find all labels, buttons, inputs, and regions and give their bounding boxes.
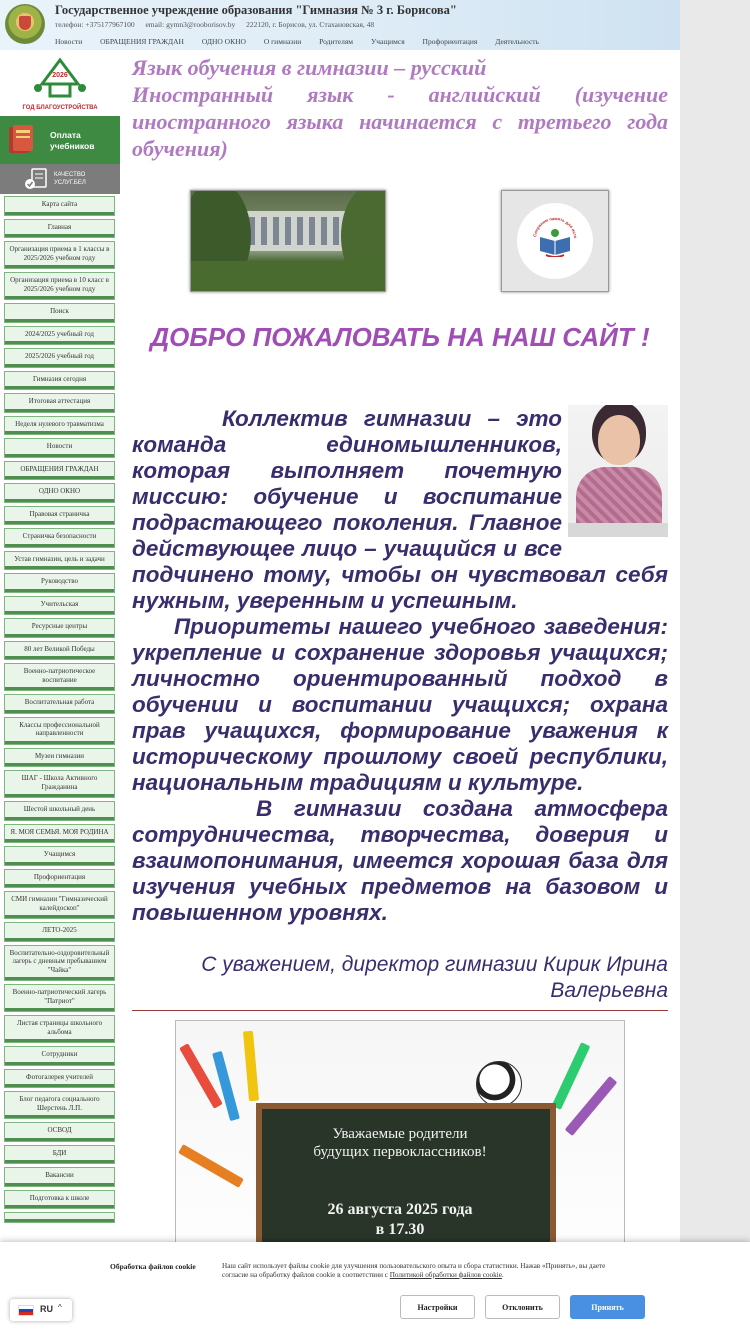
sidebar-menu-item[interactable]: ОБРАЩЕНИЯ ГРАЖДАН	[4, 461, 115, 481]
poster-greeting-line2: будущих первоклассников!	[313, 1144, 487, 1160]
sidebar-menu-item[interactable]: Подготовка к школе	[4, 1190, 115, 1210]
open-book-icon	[532, 217, 578, 257]
state-emblem-icon	[5, 4, 45, 44]
sidebar-menu-item[interactable]: Листая страницы школьного альбома	[4, 1015, 115, 1043]
mission-paragraph-1: Коллектив гимназии – это команда единомышленников, которая выполняет почетную миссию: обучение и воспитание подрастающего поколения. Главное действующее лицо – учащийся и все подчинено тому, чтобы он чувствовал себя нужным, уверенным и успешным.	[132, 406, 668, 613]
phone-text: телефон: +375177967100	[55, 20, 135, 29]
org-title: Государственное учреждение образования "Гимназия № 3 г. Борисова"	[55, 3, 457, 17]
poster-date: 26 августа 2025 года	[327, 1201, 473, 1218]
lawn-shape	[191, 261, 385, 291]
sidebar-menu-item[interactable]: Учащимся	[4, 846, 115, 866]
sidebar-menu-item[interactable]: Организация приема в 10 класс в 2025/2026 учебном году	[4, 272, 115, 300]
sidebar-menu-item[interactable]: Классы профессиональной направленности	[4, 717, 115, 745]
site-header	[0, 0, 680, 50]
year-of-improvement-banner[interactable]	[0, 50, 120, 116]
pencil-shape	[212, 1051, 240, 1121]
top-navigation	[55, 37, 555, 46]
portrait-body	[576, 467, 662, 529]
textbook-label-line2: учебников	[50, 141, 95, 151]
nav-career[interactable]: Профориентация	[422, 37, 478, 46]
nav-parents[interactable]: Родителям	[319, 37, 354, 46]
sidebar-menu-item[interactable]: Правовая страничка	[4, 506, 115, 526]
sidebar-menu-item[interactable]: Гимназия сегодня	[4, 371, 115, 391]
russia-flag-icon	[18, 1305, 34, 1316]
year-caption: ГОД БЛАГОУСТРОЙСТВА	[22, 105, 98, 111]
cookie-banner	[0, 1242, 750, 1334]
sidebar-menu-item[interactable]: БДИ	[4, 1145, 115, 1165]
sidebar-menu-item[interactable]: Неделя нулевого травматизма	[4, 416, 115, 436]
nav-news[interactable]: Новости	[55, 37, 83, 46]
left-column	[0, 50, 120, 1334]
sidebar-menu-item[interactable]: Устав гимназии, цель и задачи	[4, 551, 115, 571]
sidebar-menu-item[interactable]: Главная	[4, 219, 115, 239]
year-logo-icon	[32, 54, 88, 100]
nav-activity[interactable]: Деятельность	[495, 37, 539, 46]
director-signature: С уважением, директор гимназии Кирик Ирина Валерьевна	[201, 953, 668, 1002]
portrait-head	[598, 415, 640, 465]
school-building-photo[interactable]	[190, 190, 386, 292]
cookie-text-end: .	[501, 1271, 504, 1279]
cookie-text	[222, 1262, 632, 1280]
language-line-russian: Язык обучения в гимназии – русский	[132, 55, 487, 80]
language-code: RU	[40, 1304, 53, 1314]
quality-label	[54, 171, 114, 187]
cookie-accept-button[interactable]: Принять	[570, 1295, 645, 1319]
nav-about[interactable]: О гимназии	[263, 37, 302, 46]
quality-line1: КАЧЕСТВО	[54, 172, 86, 178]
language-selector[interactable]	[10, 1299, 72, 1321]
pencil-shape	[552, 1042, 591, 1110]
sidebar-menu-item[interactable]: Ресурсные центры	[4, 618, 115, 638]
textbook-payment-label	[50, 130, 110, 152]
nav-appeals[interactable]: ОБРАЩЕНИЯ ГРАЖДАН	[100, 37, 184, 46]
chevron-up-icon: ^	[58, 1303, 62, 1312]
cookie-body: Наш сайт использует файлы cookie для улучшения пользовательского опыта и сбора статистики. Нажав «Принять», вы даете согласие на обработку файлов cookie в соответствии с	[222, 1262, 606, 1279]
sidebar-menu-item[interactable]: Поиск	[4, 303, 115, 323]
nav-students[interactable]: Учащимся	[370, 37, 405, 46]
sidebar-menu-item[interactable]: Военно-патриотическое воспитание	[4, 663, 115, 691]
sidebar-menu-item[interactable]: Карта сайта	[4, 196, 115, 216]
sidebar-menu-item[interactable]: Шестой школьный день	[4, 801, 115, 821]
cookie-settings-button[interactable]: Настройки	[400, 1295, 475, 1319]
textbook-label-line1: Оплата	[50, 130, 81, 140]
sidebar-menu-item[interactable]: Руководство	[4, 573, 115, 593]
divider-line	[132, 1010, 668, 1011]
language-heading	[132, 54, 668, 162]
cookie-reject-button[interactable]: Отклонить	[485, 1295, 560, 1319]
sidebar-menu-item[interactable]: Итоговая аттестация	[4, 393, 115, 413]
welcome-heading: ДОБРО ПОЖАЛОВАТЬ НА НАШ САЙТ !	[150, 322, 650, 352]
sidebar-menu-item[interactable]: Профориентация	[4, 869, 115, 889]
sidebar-menu-item[interactable]: СМИ гимназии "Гимназический калейдоскоп"	[4, 891, 115, 919]
sidebar-menu-item[interactable]: Организация приема в 1 классы в 2025/2026 учебном году	[4, 241, 115, 269]
sidebar-menu-item[interactable]: ОДНО ОКНО	[4, 483, 115, 503]
quality-line2: УСЛУГ.БЕЛ	[54, 180, 86, 186]
portrait-desk	[568, 523, 668, 537]
nav-one-window[interactable]: ОДНО ОКНО	[201, 37, 246, 46]
sidebar-menu-item[interactable]: ОСВОД	[4, 1122, 115, 1142]
sidebar-menu-item[interactable]: Военно-патриотический лагерь "Патриот"	[4, 984, 115, 1012]
address-text: 222120, г. Борисов, ул. Стахановская, 48	[246, 20, 375, 29]
sidebar-menu-item[interactable]	[4, 1212, 115, 1223]
side-menu	[4, 196, 115, 1226]
mission-paragraph-2: Приоритеты нашего учебного заведения: укрепление и сохранение здоровья учащихся; личностно ориентированный подход в обучении и воспитании учащихся; охрана прав учащихся, формирование уважения к историческому прошлому своей республики, национальным традициям и культуре.	[132, 614, 668, 795]
service-quality-banner[interactable]	[0, 164, 120, 194]
sidebar-menu-item[interactable]: Воспитательная работа	[4, 694, 115, 714]
director-photo[interactable]	[568, 405, 668, 537]
email-link[interactable]: email: gymn3@rooborisov.by	[145, 20, 236, 29]
cookie-policy-link[interactable]: Политикой обработки файлов cookie	[389, 1271, 502, 1279]
language-line-english: Иностранный язык - английский (изучение иностранного языка начинается с третьего года обучения)	[132, 82, 668, 161]
books-icon	[7, 124, 35, 156]
sidebar-menu-item[interactable]: Блог педагога социального Шерстень Л.П.	[4, 1091, 115, 1119]
sidebar-menu-item[interactable]: 2024/2025 учебный год	[4, 326, 115, 346]
textbook-payment-button[interactable]	[0, 116, 120, 164]
sidebar-menu-item[interactable]: ЛЕТО-2025	[4, 922, 115, 942]
sidebar-menu-item[interactable]: ШАГ - Школа Активного Гражданина	[4, 770, 115, 798]
logo-ring-text: Сохраним память для исто	[532, 217, 578, 239]
year-logo-number: 2026	[52, 72, 68, 79]
poster-time: в 17.30	[375, 1221, 425, 1238]
sidebar-menu-item[interactable]: Сотрудники	[4, 1046, 115, 1066]
sidebar-menu-item[interactable]: 80 лет Великой Победы	[4, 641, 115, 661]
pencil-shape	[243, 1031, 259, 1102]
cookie-title: Обработка файлов cookie	[110, 1262, 196, 1271]
mission-paragraph-3: В гимназии создана атмосфера сотрудничества, творчества, доверия и взаимопонимания, имеется хорошая база для изучения учебных предметов на базовом и повышенном уровнях.	[132, 796, 668, 925]
contacts-line	[55, 20, 383, 29]
sidebar-menu-item[interactable]: Новости	[4, 438, 115, 458]
sidebar-menu-item[interactable]: Воспитательно-оздоровительный лагерь с дневным пребыванием "Чайка"	[4, 945, 115, 982]
memory-project-logo[interactable]	[501, 190, 609, 292]
sidebar-menu-item[interactable]: Страничка безопасности	[4, 528, 115, 548]
sidebar-menu-item[interactable]: Учительская	[4, 596, 115, 616]
poster-greeting-line1: Уважаемые родители	[332, 1126, 468, 1142]
soccer-ball-icon	[476, 1061, 522, 1107]
sidebar-menu-item[interactable]: Вакансии	[4, 1167, 115, 1187]
sidebar-menu-item[interactable]: 2025/2026 учебный год	[4, 348, 115, 368]
sidebar-menu-item[interactable]: Фотогалерея учителей	[4, 1069, 115, 1089]
sidebar-menu-item[interactable]: Я. МОЯ СЕМЬЯ. МОЯ РОДИНА	[4, 824, 115, 844]
clipboard-check-icon	[24, 168, 50, 190]
sidebar-menu-item[interactable]: Музеи гимназии	[4, 748, 115, 768]
